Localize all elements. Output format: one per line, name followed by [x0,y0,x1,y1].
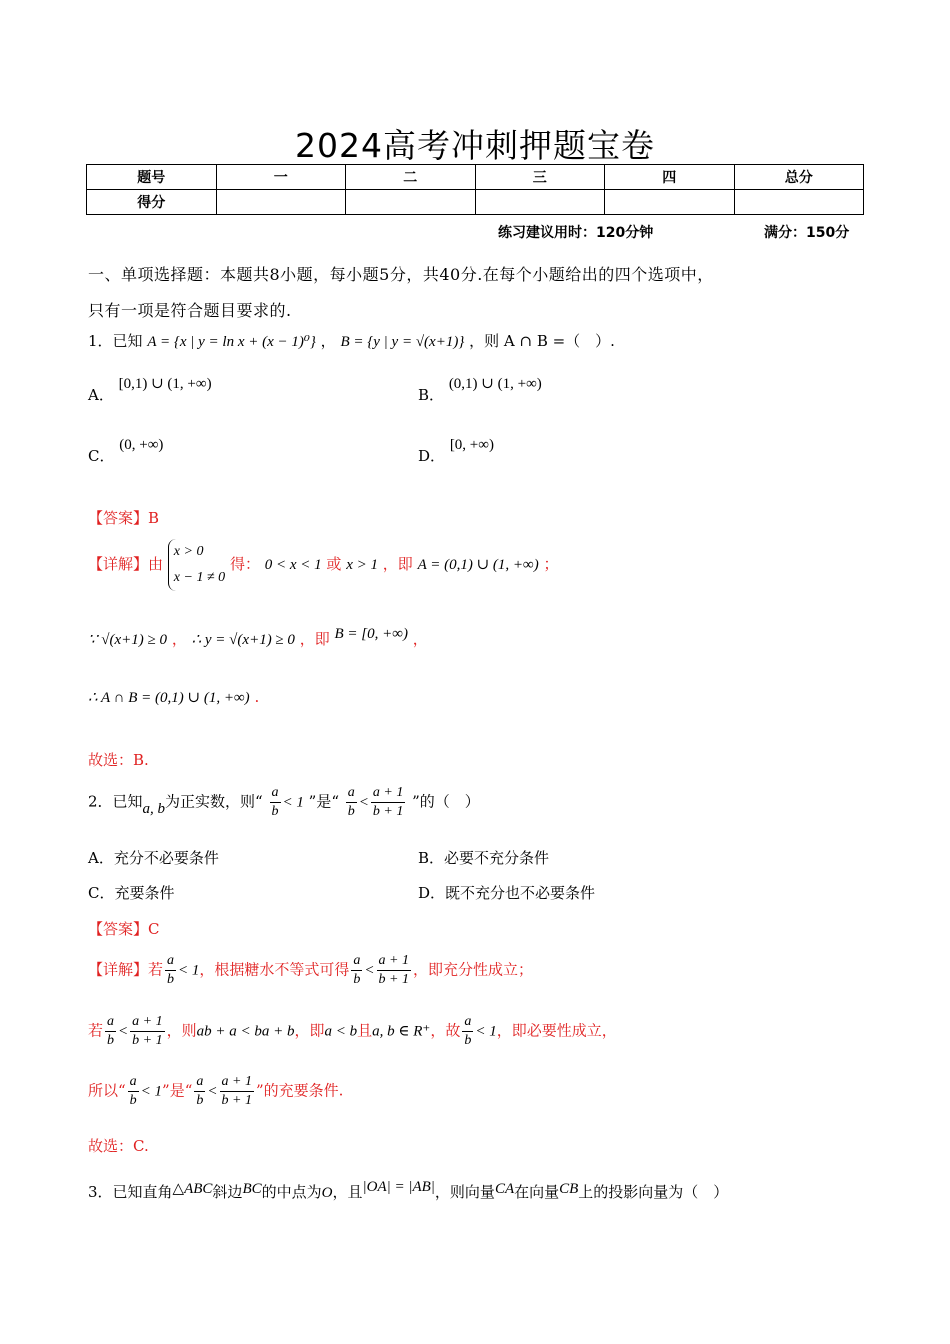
option-value: (0,1) ∪ (1, +∞) [448,376,542,392]
frac-den: b + 1 [221,1093,252,1108]
q2-text: ”的（ ） [412,792,480,811]
math-expr: < [207,1083,218,1100]
score-cell[interactable] [346,190,476,215]
q2-option-d[interactable] [418,882,595,903]
table-row [87,190,864,215]
q2-option-c[interactable] [88,882,175,903]
frac-num: a [346,784,357,803]
score-cell[interactable] [475,190,605,215]
q1-ask: ，则 A ∩ B =（ ）. [469,332,615,350]
q2-option-a[interactable] [88,847,219,868]
q1-set-b: B = {y | y = √(x+1)} [340,334,465,350]
frac-den: b [129,1093,137,1108]
system-line: x − 1 ≠ 0 [173,570,226,585]
detail-text: ，根据糖水不等式可得 [199,960,350,979]
detail-text: ”的充要条件. [255,1081,344,1100]
detail-label: 【详解】若 [88,960,164,979]
frac-den: b + 1 [132,1033,163,1048]
detail-text: ，则 [166,1021,197,1040]
math-expr: ∴ A ∩ B = (0,1) ∪ (1, +∞) [88,690,250,706]
frac-den: b [271,804,279,819]
q3-text: 的中点为 [261,1183,322,1201]
score-cell[interactable] [734,190,864,215]
math-expr: △ABC [172,1181,213,1197]
detail-text: ， [412,630,428,648]
frac-den: b + 1 [378,972,409,987]
math-expr: < [358,794,369,811]
q1-sep: ， [320,332,336,350]
math-expr: a, b ∈ R⁺ [372,1023,431,1040]
question-2 [88,784,480,821]
q1-set-a: A = {x | y = ln x + (x − 1)⁰} [147,334,316,350]
detail-text: 若 [88,1021,104,1040]
full-score: 满分：150分 [764,225,850,241]
detail-text: ，即 [382,555,413,573]
frac-num: a + 1 [377,952,411,971]
range-1: 0 < x < 1 [264,557,322,573]
detail-text: ，即充分性成立； [412,960,533,979]
option-letter: C． [88,447,115,465]
frac-num: a [105,1013,116,1032]
score-cell[interactable] [605,190,735,215]
q2-prefix: 2．已知 [88,792,143,811]
detail-text: ，即必要性成立， [496,1021,617,1040]
frac-den: b [347,804,355,819]
q1-option-b[interactable] [418,376,542,405]
frac-den: b [167,972,175,987]
q1-detail-line3 [88,688,259,707]
table-cell: 四 [605,165,735,190]
frac-den: b [353,972,361,987]
frac-num: a + 1 [371,784,405,803]
q1-choose: 故选：B. [88,751,149,769]
frac-den: b [107,1033,115,1048]
q1-option-c[interactable] [88,437,164,466]
detail-text: ， [171,630,187,648]
frac-den: b + 1 [372,804,404,819]
detail-text: . [254,688,260,706]
math-expr: < [118,1023,129,1040]
detail-text: ，即 [294,1021,325,1040]
option-value: (0, +∞) [119,437,164,453]
option-value: [0, +∞) [449,437,494,453]
frac-num: a [128,1073,139,1092]
option-value: [0,1) ∪ (1, +∞) [118,376,212,392]
math-expr: |OA| = |AB| [362,1179,435,1195]
math-expr: < 1 [282,794,304,811]
q2-detail-line2 [88,1013,617,1050]
option-letter: A． [88,849,114,867]
question-3 [88,1181,728,1202]
section-heading-line1: 一、单项选择题：本题共8小题，每小题5分，共40分.在每个小题给出的四个选项中， [88,265,714,284]
q1-detail [88,538,559,591]
frac-num: a + 1 [220,1073,254,1092]
system-of-inequalities [168,539,225,591]
detail-text: ，故 [430,1021,461,1040]
table-cell: 题号 [87,165,217,190]
detail-text: 所以“ [88,1081,126,1100]
option-letter: B． [418,849,445,867]
score-table [86,164,864,215]
time-hint: 练习建议用时：120分钟 [498,225,654,241]
detail-text: ，即 [299,630,330,648]
frac-den: b [464,1033,472,1048]
math-expr: < [364,962,375,979]
set-a-result: A = (0,1) ∪ (1, +∞) [417,557,539,573]
q3-text: 3．已知直角 [88,1183,173,1201]
math-expr: < 1 [475,1023,497,1040]
table-cell: 三 [475,165,605,190]
detail-text: 得： [229,555,260,573]
option-letter: B． [418,386,445,404]
q2-text: 为正实数，则“ [165,792,263,811]
q2-detail-line1 [88,952,533,989]
detail-text: 且 [357,1021,373,1040]
frac-num: a + 1 [130,1013,164,1032]
q1-option-d[interactable] [418,437,494,466]
detail-label: 【详解】由 [88,555,164,573]
q3-text: 斜边 [212,1183,243,1201]
table-cell: 二 [346,165,476,190]
math-expr: O [321,1185,333,1201]
q3-text: 上的投影向量为（ ） [578,1183,729,1201]
option-value: 既不充分也不必要条件 [445,884,596,902]
q2-answer: 【答案】C [88,920,160,938]
option-letter: A． [88,386,114,404]
frac-num: a [194,1073,205,1092]
math-expr: B = [0, +∞) [334,626,408,642]
q3-text: ，则向量 [434,1183,495,1201]
math-expr: CA [494,1181,515,1197]
range-2: x > 1 [346,557,378,573]
q1-prefix: 1．已知 [88,332,143,350]
q1-answer: 【答案】B [88,509,160,527]
section-heading-line2: 只有一项是符合题目要求的. [88,301,292,320]
score-cell[interactable] [216,190,346,215]
system-line: x > 0 [173,544,204,559]
frac-num: a [351,952,362,971]
q2-option-b[interactable] [418,847,549,868]
q2-detail-line3 [88,1073,343,1110]
detail-text: ”是“ [162,1081,193,1100]
option-value: 充要条件 [114,884,175,902]
frac-num: a [462,1013,473,1032]
detail-text: ； [543,555,559,573]
q3-text: 在向量 [514,1183,560,1201]
question-1 [88,330,615,351]
q3-text: ，且 [332,1183,363,1201]
table-cell: 总分 [734,165,864,190]
option-letter: D． [418,447,446,465]
math-expr: BC [242,1181,262,1197]
option-value: 必要不充分条件 [444,849,550,867]
detail-text: 或 [326,555,342,573]
table-cell: 一 [216,165,346,190]
q2-vars: a, b [142,800,166,817]
math-expr: ∵ √(x+1) ≥ 0 [88,632,168,648]
frac-num: a [165,952,176,971]
table-cell: 得分 [87,190,217,215]
math-expr: ab + a < ba + b [196,1023,295,1040]
q2-text: ”是“ [308,792,339,811]
math-expr: ∴ y = √(x+1) ≥ 0 [191,632,295,648]
frac-den: b [196,1093,204,1108]
q1-detail-line2 [88,628,428,649]
page-title: 2024高考冲刺押题宝卷 [295,126,655,165]
option-letter: C． [88,884,115,902]
math-expr: a < b [324,1023,358,1040]
math-expr: CB [559,1181,579,1197]
table-row [87,165,864,190]
option-value: 充分不必要条件 [113,849,219,867]
option-letter: D． [418,884,446,902]
math-expr: < 1 [178,962,200,979]
frac-num: a [270,784,281,803]
math-expr: < 1 [140,1083,163,1100]
q2-choose: 故选：C. [88,1137,149,1155]
q1-option-a[interactable] [88,376,212,405]
